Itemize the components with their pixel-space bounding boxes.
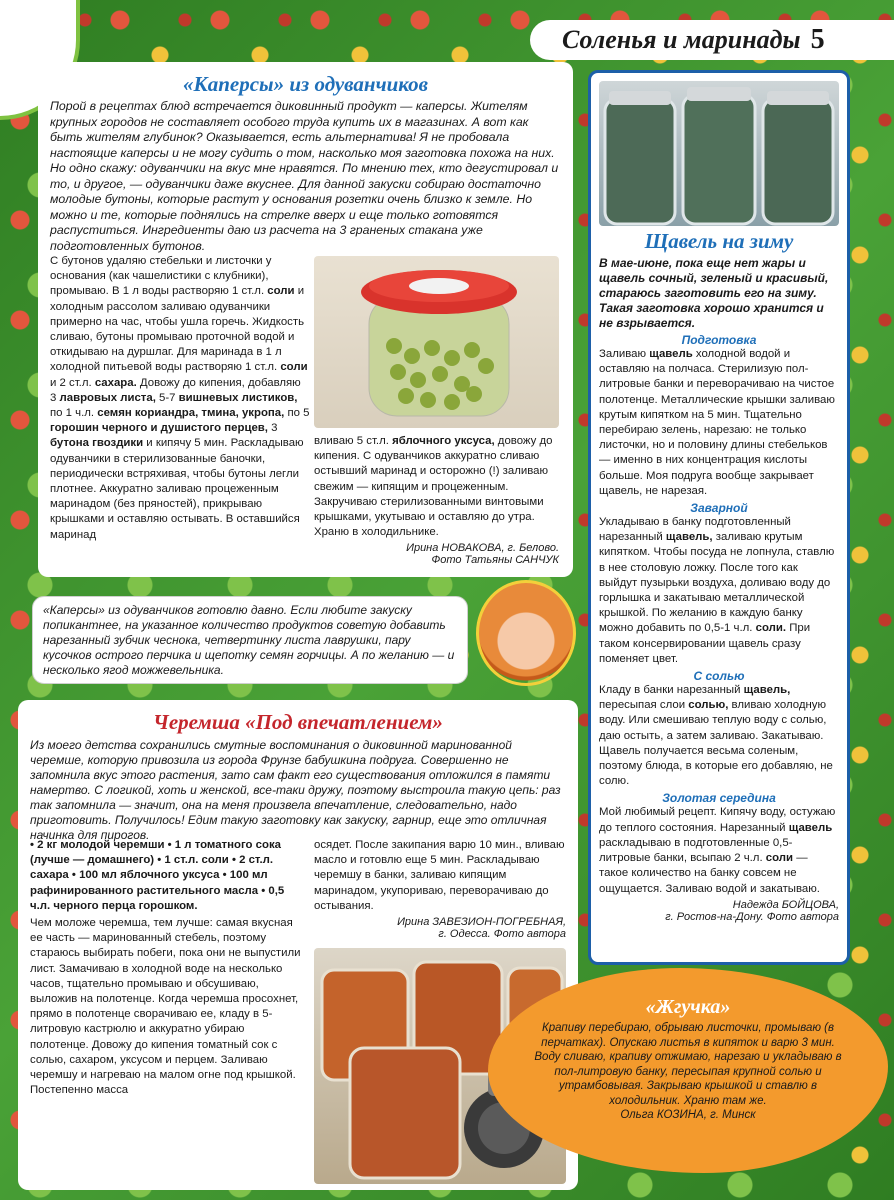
editor-avatar (476, 580, 576, 686)
section-title: Соленья и маринады (562, 25, 801, 54)
nettle-title: «Жгучка» (645, 996, 731, 1018)
sorrel-article (588, 70, 850, 965)
sorrel-title: Щавель на зиму (644, 229, 794, 253)
cheremsha-article (18, 700, 578, 1190)
capers-title: «Каперсы» из одуванчиков (182, 72, 429, 96)
page-number: 5 (810, 24, 825, 55)
nettle-text: Крапиву перебираю, обрываю листочки, промываю (в перчатках). Опускаю листья в кипяток и варю 3 мин. Воду сливаю, крапиву отжимаю, нарезаю и укладываю в пол-литровую банку, пересыпая крупной солью и утрамбовывая. Закрываю крышкой и ставлю в холодильник. Храню там же. (534, 1022, 842, 1107)
cheremsha-column-1 (30, 838, 304, 1098)
capers-column-1: С бутонов удаляю стебельки и листочки у основания (как чашелистики с клубники), промываю. В 1 л воды растворяю 1 ст.л. соли и холодным рассолом заливаю одуванчики примерно на час, чтобы ушла горечь. Жидкость сливаю, бутоны промываю проточной водой и откидываю на дуршлаг. Для маринада в 1 л холодной питьевой воды растворяю 1 ст.л. соли и 2 ст.л. сахара. Довожу до кипения, добавляю 3 лавровых листа, 5-7 вишневых листиков, по 1 ч.л. семян кориандра, тмина, укропа, по 5 горошин черного и душистого перцев, 3 бутона гвоздики и кипячу 5 мин. Раскладываю одуванчики в стерилизованные баночки, периодически встряхивая, чтобы бутоны легли плотнее. Аккуратно заливаю процеженным маринадом (без пряностей), прикрываю крышками и оставляю остывать. В оставшийся маринад (50, 255, 310, 541)
sorrel-prep-heading: Подготовка (681, 333, 757, 347)
sorrel-jars-photo (599, 81, 839, 226)
cheremsha-method: Чем моложе черемша, тем лучше: самая вкусная ее часть — маринованный стебель, поэтому стараюсь выбирать побеги, пока они не выпустили лист. Замачиваю в холодной воде на несколько часов, тщательно промываю и обсушиваю, выложив на полотенце. Когда черемша просохнет, прямо в полотенце сворачиваю ее, кладу в 5-литровую кастрюлю и аккуратно убираю полотенце. Довожу до кипения томатный сок с солью, сахаром, уксусом и перцем. Заливаю черемшу и нагреваю на малом огне под крышкой. Постепенно масса (30, 917, 301, 1097)
capers-intro: Порой в рецептах блюд встречается диковинный продукт — каперсы. Жителям крупных городов не составляет особого труда купить их в магазинах. А вот как быть жителям глубинок? Оказывается, есть альтернатива! Я не пробовала настоящие каперсы и не могу судить о том, насколько моя заготовка похожа на них. Но одно скажу: одуванчики на вкус мне нравятся. По мнению тех, кто дегустировал и то, и другое, — одуванчики даже вкуснее. Для данной закуски собираю достаточно молодые бутоны, которые растут у основания розетки очень близко к земле. Но можно и те, которые поднялись на стрелке вверх и еще только готовятся распуститься. Ингредиенты даю из расчета на 3 граненых стакана уже подготовленных бутонов. (50, 99, 559, 253)
sorrel-golden-text: Мой любимый рецепт. Кипячу воду, остужаю до теплого состояния. Нарезанный щавель раскладываю в подготовленные 0,5-литровые банки, всыпаю 2 ч.л. соли — такое количество на банку совсем не ощущается. Заливаю водой и закатываю. (599, 806, 836, 895)
capers-author: Ирина НОВАКОВА, г. Белово. (406, 542, 559, 555)
editor-tip-bubble (32, 596, 468, 684)
nettle-author: Ольга КОЗИНА, г. Минск (620, 1109, 756, 1121)
sorrel-photo-credit: г. Ростов-на-Дону. Фото автора (665, 910, 839, 923)
sorrel-salt-heading: С солью (693, 669, 745, 684)
cheremsha-author: Ирина ЗАВЕЗИОН-ПОГРЕБНАЯ, (397, 916, 566, 929)
sorrel-salt-text: Кладу в банки нарезанный щавель, пересыпая слои солью, вливаю холодную воду. Или смешиваю теплую воду с солью, даю остыть, а затем заливаю. Закатываю. Щавель получается весьма соленым, поэтому блюда, в которые его добавляю, не солю. (599, 684, 833, 788)
sorrel-golden-heading: Золотая середина (662, 791, 776, 806)
cheremsha-ingredients: • 2 кг молодой черемши • 1 л томатного сока (лучше — домашнего) • 1 ст.л. соли • 2 ст.л. сахара • 100 мл яблочного уксуса • 100 мл рафинированного растительного масла • 0,5 ч.л. черного перца горошком. (30, 839, 285, 912)
sorrel-intro: В мае-июне, пока еще нет жары и щавель сочный, зеленый и красивый, стараюсь заготовить его на зиму. Такая заготовка хорошо хранится и не взрывается. (599, 256, 829, 330)
cheremsha-method-end: осядет. После закипания варю 10 мин., вливаю масло и готовлю еще 5 мин. Раскладываю черемшу в банки, заливаю кипящим маринадом, укупориваю, переворачиваю до остывания. (314, 839, 565, 912)
cheremsha-title: Черемша «Под впечатлением» (153, 710, 443, 734)
cheremsha-intro: Из моего детства сохранились смутные воспоминания о диковинной маринованной черемше, которую привозила из города Фрунзе бабушкина подруга. Совершенно не запомнила вкус этого растения, зато сам факт его существования отложился в памяти намертво. С логикой, хоть и женской, все-таки дружу, поэтому выстроила такую цепь: раз так запомнила — значит, она на меня произвела впечатление, следовательно, надо приготовить. Получилось! Едим такую заготовку как закуску, гарнир, еще это отличная начинка для пирогов. (30, 738, 561, 842)
capers-photo-credit: Фото Татьяны САНЧУК (431, 554, 559, 567)
cheremsha-column-2 (314, 838, 566, 940)
sorrel-author: Надежда БОЙЦОВА, (732, 898, 839, 911)
jar-illustration (314, 256, 559, 428)
sorrel-prep-text: Заливаю щавель холодной водой и оставляю на полчаса. Стерилизую пол-литровые банки и переворачиваю на чистое полотенце. Металлические крышки заливаю крутым кипятком на 5 мин. Тщательно перебираю зелень, нарезаю: не только листочки, но и половину длины стебельков — именно в них концентрация кислоты больше. Моя подруга вообще закрывает щавель, не нарезая. (599, 348, 835, 497)
capers-column-2: вливаю 5 ст.л. яблочного уксуса, довожу до кипения. С одуванчиков аккуратно сливаю остывший маринад и осторожно (!) заливаю свежим — кипящим и процеженным. Закручиваю стерилизованными винтовыми крышками, укутываю и оставляю до утра. Храню в холодильнике. Ирина НОВАКОВА, г. Белово. Фото Татьяны САНЧУК (314, 435, 559, 567)
sorrel-jars-illustration (599, 81, 839, 226)
sorrel-boiled-heading: Заварной (690, 501, 748, 516)
capers-article (38, 62, 573, 577)
capers-jar-photo (314, 256, 559, 428)
section-header (530, 20, 894, 60)
tip-text: «Каперсы» из одуванчиков готовлю давно. Если любите закуску попикантнее, на указанное количество продуктов советую добавить нарезанный зубчик чеснока, четвертинку листа лаврушки, пару кусочков острого перчика и щепотку семян горчицы. А по желанию — и несколько ягод можжевельника. (43, 603, 455, 677)
sorrel-boiled-text: Укладываю в банку подготовленный нарезанный щавель, заливаю крутым кипятком. Чтобы посуда не лопнула, ставлю в нее столовую ложку. После того как выйдут пузырьки воздуха, доливаю воду до горлышка и закатываю металлической крышкой. По желанию в каждую банку можно добавить по 0,5-1 ч.л. соли. При таком консервировании щавель сразу поменяет цвет. (599, 516, 835, 665)
cheremsha-photo-credit: г. Одесса. Фото автора (438, 928, 566, 941)
sorrel-text-column (599, 229, 839, 923)
